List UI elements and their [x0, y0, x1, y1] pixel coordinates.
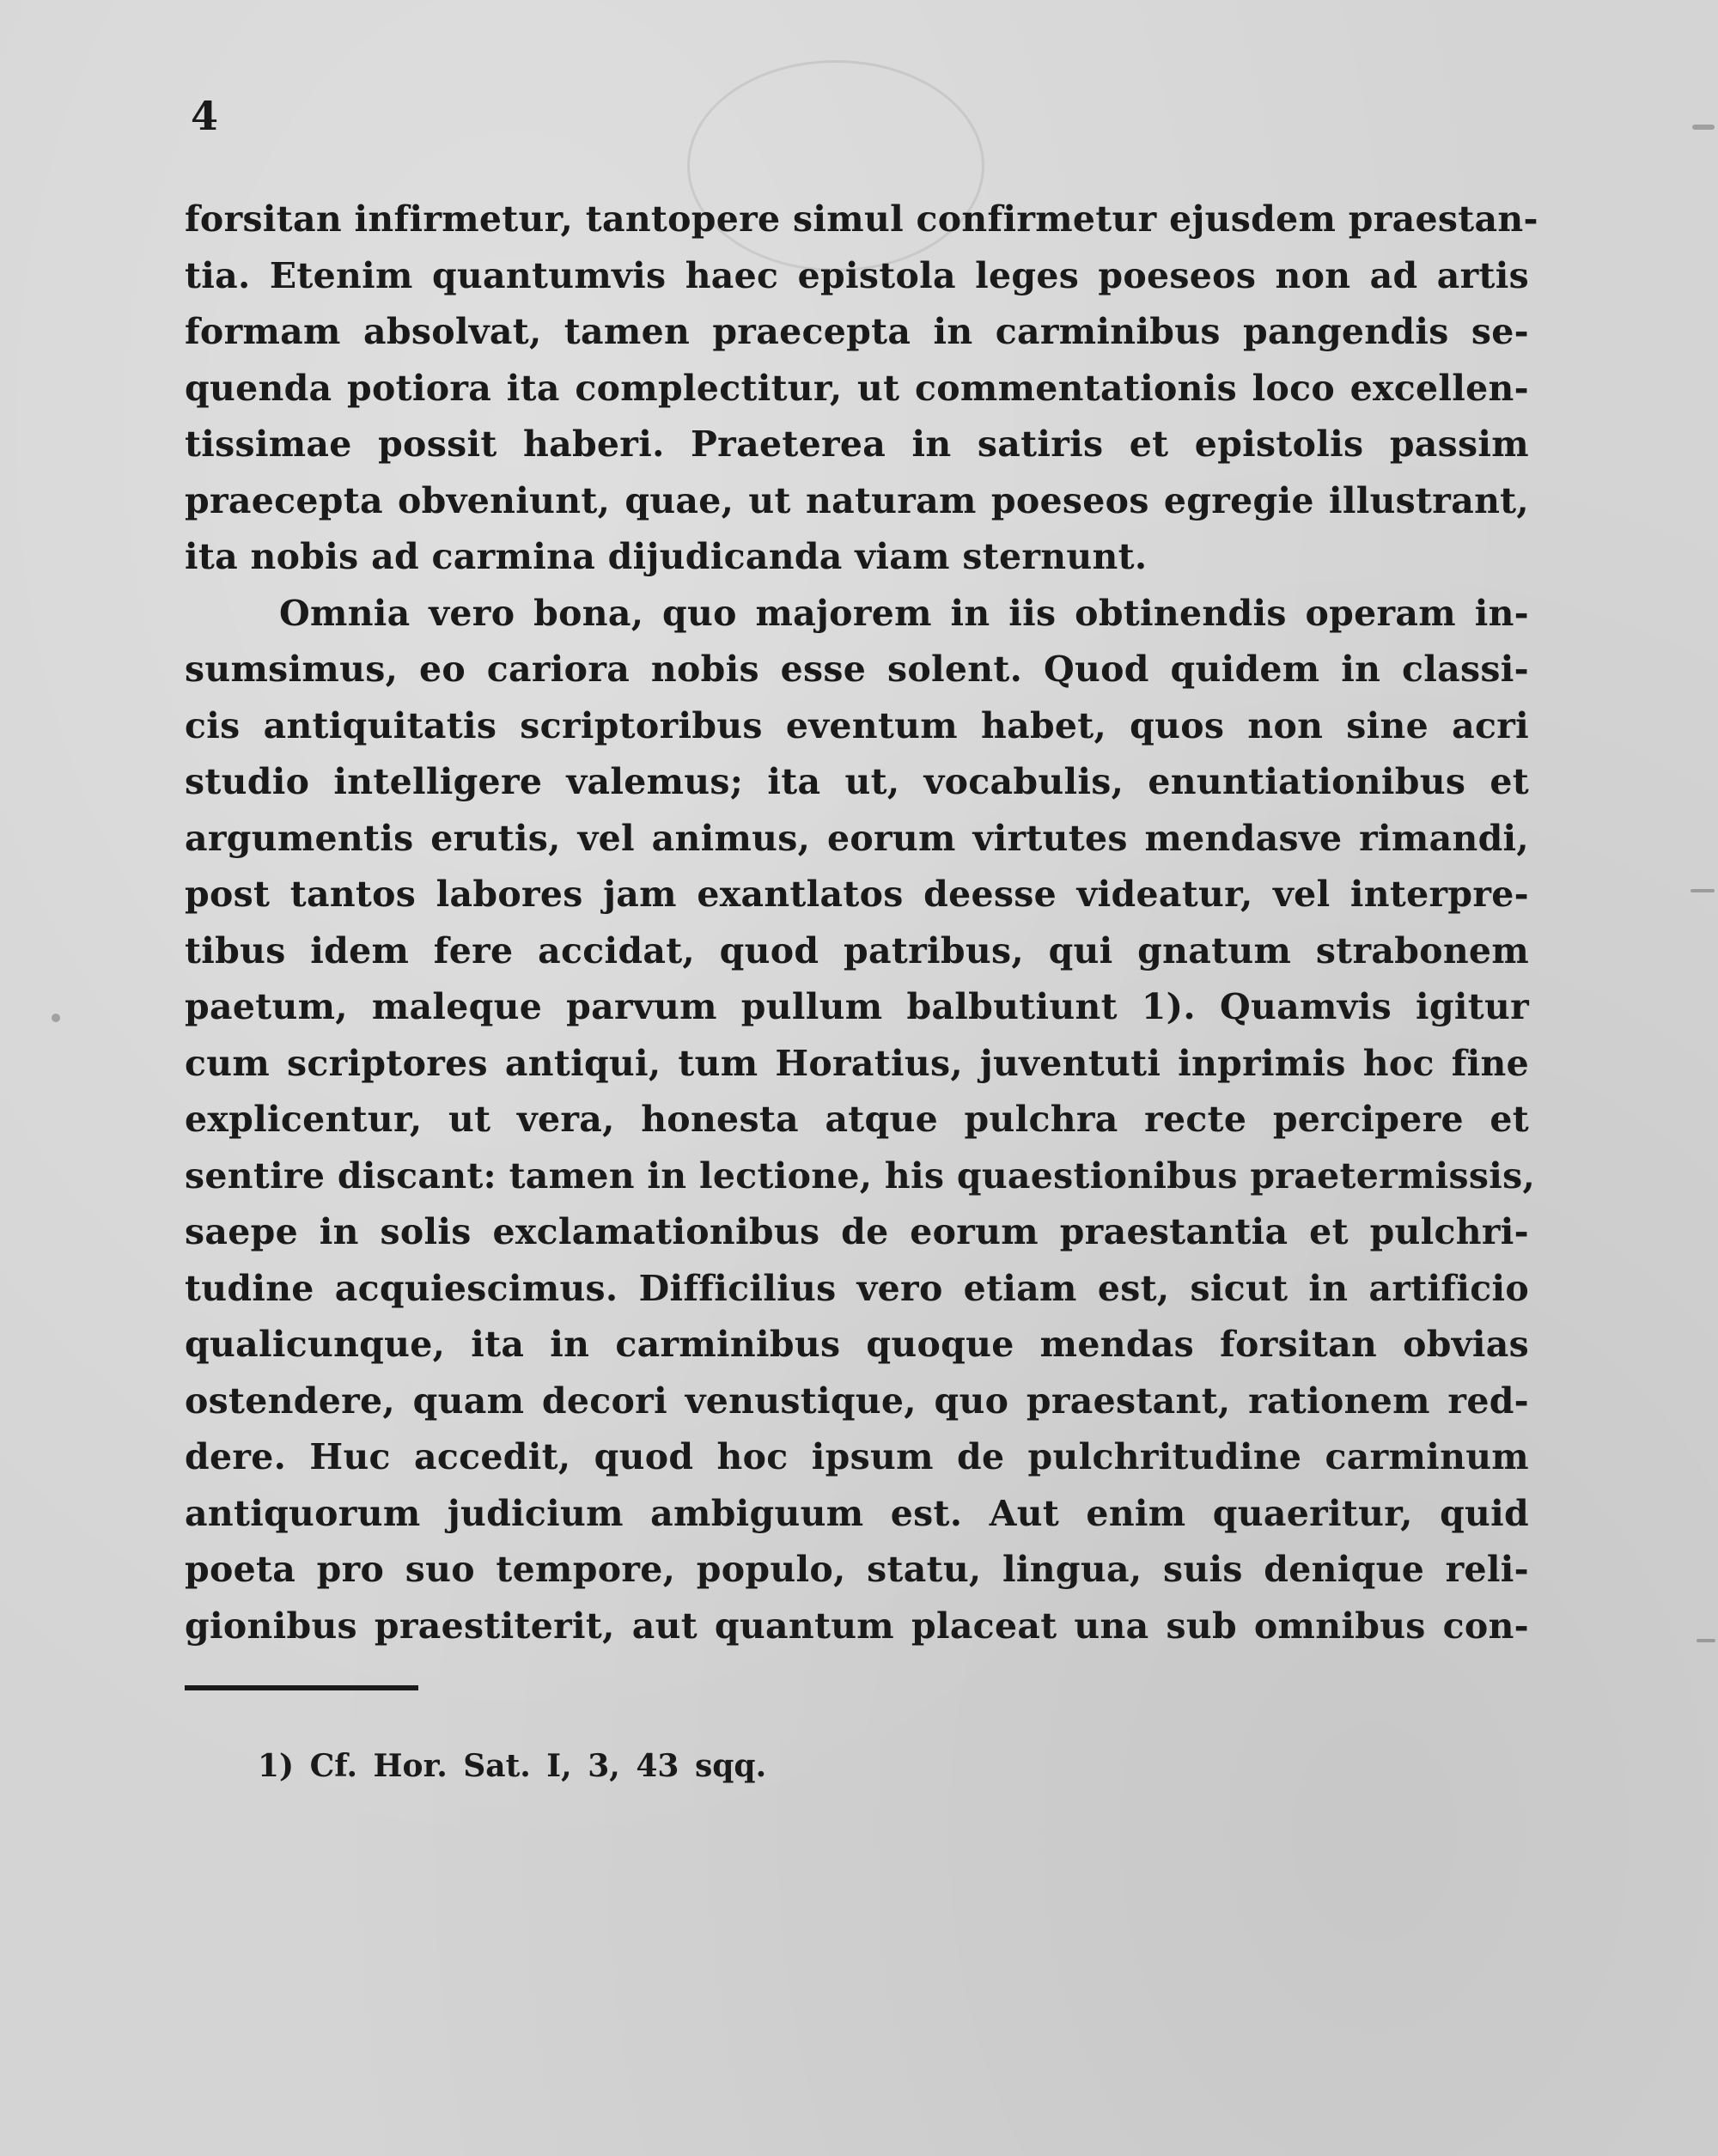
paper-speck: [1691, 889, 1715, 892]
body-text: [185, 192, 1538, 1654]
text-line: studio intelligere valemus; ita ut, vocabulis, enuntiationibus et: [185, 761, 1529, 802]
paper-speck: [1692, 125, 1715, 130]
text-line: tibus idem fere accidat, quod patribus, qui gnatum strabonem: [185, 929, 1529, 971]
text-line: qualicunque, ita in carminibus quoque mendas forsitan obvias: [185, 1324, 1529, 1365]
text-line: tissimae possit haberi. Praeterea in satiris et epistolis passim: [185, 423, 1529, 465]
paper-speck: [1697, 1639, 1715, 1642]
text-line: post tantos labores jam exantlatos deesse videatur, vel interpre-: [185, 874, 1529, 915]
text-line: poeta pro suo tempore, populo, statu, lingua, suis denique reli-: [185, 1549, 1529, 1590]
text-line: formam absolvat, tamen praecepta in carminibus pangendis se-: [185, 311, 1529, 352]
footnote: 1) Cf. Hor. Sat. I, 3, 43 sqq.: [258, 1748, 767, 1784]
text-line: quenda potiora ita complectitur, ut commentationis loco excellen-: [185, 367, 1529, 409]
text-line-paragraph-start: Omnia vero bona, quo majorem in iis obtinendis operam in-: [279, 592, 1529, 634]
text-line: ostendere, quam decori venustique, quo praestant, rationem red-: [185, 1379, 1529, 1422]
text-line: tia. Etenim quantumvis haec epistola leges poeseos non ad artis: [185, 254, 1529, 296]
text-line: gionibus praestiterit, aut quantum placeat una sub omnibus con-: [185, 1605, 1529, 1647]
text-line: dere. Huc accedit, quod hoc ipsum de pulchritudine carminum: [185, 1436, 1529, 1477]
text-line: forsitan infirmetur, tantopere simul confirmetur ejusdem praestan-: [185, 198, 1538, 240]
text-line: cis antiquitatis scriptoribus eventum habet, quos non sine acri: [185, 704, 1529, 746]
text-line: saepe in solis exclamationibus de eorum praestantia et pulchri-: [185, 1211, 1529, 1252]
footnote-divider: [185, 1685, 418, 1690]
paper-speck: [52, 1014, 60, 1022]
text-line: argumentis erutis, vel animus, eorum virtutes mendasve rimandi,: [185, 817, 1529, 859]
text-line: sumsimus, eo cariora nobis esse solent. Quod quidem in classi-: [185, 649, 1529, 690]
text-line: paetum, maleque parvum pullum balbutiunt 1). Quamvis igitur: [185, 986, 1529, 1027]
text-line: antiquorum judicium ambiguum est. Aut enim quaeritur, quid: [185, 1492, 1529, 1534]
text-line-paragraph-end: ita nobis ad carmina dijudicanda viam sternunt.: [185, 536, 1148, 577]
page-number: 4: [191, 93, 219, 139]
text-line: explicentur, ut vera, honesta atque pulchra recte percipere et: [185, 1099, 1529, 1140]
text-line: tudine acquiescimus. Difficilius vero etiam est, sicut in artificio: [185, 1267, 1529, 1309]
text-line: cum scriptores antiqui, tum Horatius, juventuti inprimis hoc fine: [185, 1042, 1529, 1084]
text-line: sentire discant: tamen in lectione, his quaestionibus praetermissis,: [185, 1154, 1536, 1197]
text-line: praecepta obveniunt, quae, ut naturam poeseos egregie illustrant,: [185, 479, 1529, 521]
